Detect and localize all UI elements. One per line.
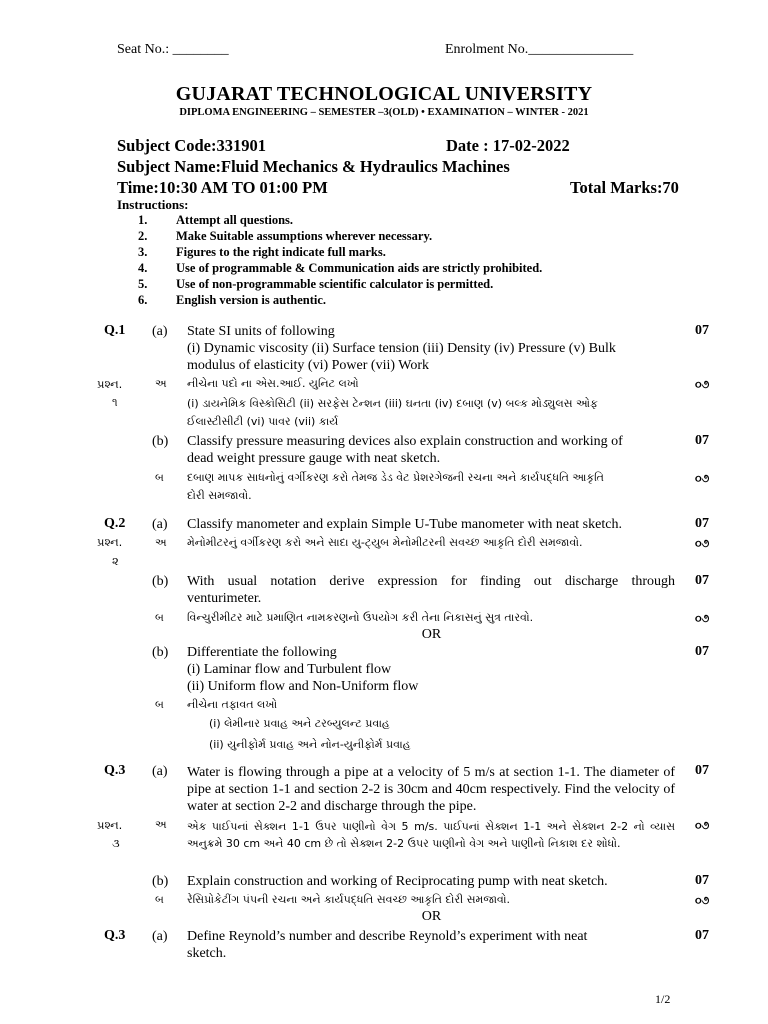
gujarati-question-number: પ્રશ્ન. [97,818,123,832]
question-number: Q.3 [104,928,126,943]
enrolment-number-field: Enrolment No._______________ [445,42,634,57]
question-text: With usual notation derive expression for finding out discharge through [187,574,675,589]
subpart-label: (b) [152,574,169,589]
gujarati-question-text: નીચેના તફાવત લખો [187,698,278,711]
gujarati-question-text: એક પાઈપનાં સેક્શન 1-1 ઉપર પાણીનો વેગ 5 m/s. પાઈપનાં સેક્શન 1-1 અને સેક્શન 2-2 નો વ્યાસ અનુક્રમે 30 cm અને 40 cm છે તો સેક્શન 2-2 ઉપર પાણીનો વેગ અને પાણીનો નિકાશ દર શોધો. [187,820,675,850]
instructions-title: Instructions: [117,197,189,212]
gujarati-question-number: ૩ [112,836,120,850]
subpart-label: (b) [152,434,169,449]
gujarati-marks-value: ૦૭ [695,894,710,907]
question-text: Water is flowing through a pipe at a velocity of 5 m/s at section 1-1. The diameter of pipe at section 1-1 and section 2-2 is 30cm and 40cm respectively. Find the velocity of water at section 2-2 and discharge through the pipe. [187,765,675,814]
question-text: State SI units of following [187,324,335,339]
gujarati-subpart-label: અ [155,377,167,390]
gujarati-marks-value: ૦૭ [695,612,710,625]
marks-value: 07 [695,644,709,659]
gujarati-question-text: નીચેના પદો ના એસ.આઈ. યુનિટ લખો [187,377,359,390]
or-separator: OR [421,909,442,924]
exam-time: Time:10:30 AM TO 01:00 PM [117,178,328,197]
question-text: Classify pressure measuring devices also explain construction and working of [187,434,623,449]
exam-date: Date : 17-02-2022 [446,136,570,155]
gujarati-question-text: (i) લેમીનાર પ્રવાહ અને ટરબ્યુલન્ટ પ્રવાહ [209,717,390,730]
gujarati-question-text: રેસિપ્રોકેટીંગ પંપની રચના અને કાર્યપદ્ધતિ સવચ્છ આકૃતિ દોરી સમજાવો. [187,893,511,906]
gujarati-question-text: દોરી સમજાવો. [187,489,252,502]
gujarati-question-number: ૧ [112,395,118,409]
marks-value: 07 [695,323,709,338]
gujarati-subpart-label: બ [155,471,164,484]
university-title: GUJARAT TECHNOLOGICAL UNIVERSITY [175,83,593,105]
gujarati-marks-value: ૦૭ [695,472,710,485]
subpart-label: (a) [152,764,168,779]
marks-value: 07 [695,763,709,778]
question-text: venturimeter. [187,591,262,606]
gujarati-subpart-label: બ [155,698,164,711]
gujarati-marks-value: ૦૭ [695,378,710,391]
or-separator: OR [421,627,442,642]
gujarati-marks-value: ૦૭ [695,537,710,550]
gujarati-question-number: પ્રશ્ન. [97,535,123,549]
subject-name: Subject Name:Fluid Mechanics & Hydraulics Machines [117,157,510,176]
gujarati-question-text: દબાણ માપક સાધનોનું વર્ગીકરણ કરો તેમજ ડેડ વેટ પ્રેશરગેજની રચના અને કાર્યપદ્ધતિ આકૃતિ [187,471,604,484]
page-number: 1/2 [655,992,671,1006]
question-number: Q.3 [104,763,126,778]
question-text: Classify manometer and explain Simple U-Tube manometer with neat sketch. [187,517,622,532]
question-number: Q.2 [104,516,126,531]
marks-value: 07 [695,873,709,888]
gujarati-question-number: પ્રશ્ન. [97,377,123,391]
seat-number-field: Seat No.: ________ [117,42,229,57]
question-text: (ii) Uniform flow and Non-Uniform flow [187,679,419,694]
question-text: (i) Dynamic viscosity (ii) Surface tension (iii) Density (iv) Pressure (v) Bulk [187,341,616,356]
question-text: modulus of elasticity (vi) Power (vii) Work [187,358,430,373]
subject-code: Subject Code:331901 [117,136,266,155]
gujarati-question-text: ઈલાસ્ટીસીટી (vi) પાવર (vii) કાર્ય [187,415,339,428]
gujarati-question-text: મેનોમીટરનું વર્ગીકરણ કરો અને સાદા યુ-ટ્યુબ મેનોમીટરની સવચ્છ આકૃતિ દોરી સમજાવો. [187,536,583,549]
total-marks: Total Marks:70 [570,178,679,197]
marks-value: 07 [695,516,709,531]
exam-subtitle: DIPLOMA ENGINEERING – SEMESTER –3(OLD) • EXAMINATION – WINTER - 2021 [179,107,589,118]
gujarati-marks-value: ૦૭ [695,819,710,832]
question-text: Explain construction and working of Reciprocating pump with neat sketch. [187,874,608,889]
subpart-label: (b) [152,874,169,889]
subpart-label: (a) [152,517,168,532]
question-text: Differentiate the following [187,645,337,660]
gujarati-question-text: (i) ડાયનેમિક વિસ્કોસિટી (ii) સરફેસ ટેન્શન (iii) ઘનતા (iv) દબાણ (v) બલ્ક મોડ્યુલસ ઓફ [187,397,598,410]
gujarati-subpart-label: અ [155,818,167,831]
subpart-label: (a) [152,324,168,339]
marks-value: 07 [695,573,709,588]
question-text: Define Reynold’s number and describe Reynold’s experiment with neat [187,929,588,944]
question-text: (i) Laminar flow and Turbulent flow [187,662,392,677]
subpart-label: (b) [152,645,169,660]
gujarati-subpart-label: અ [155,536,167,549]
marks-value: 07 [695,928,709,943]
marks-value: 07 [695,433,709,448]
question-text: sketch. [187,946,227,961]
question-number: Q.1 [104,323,126,338]
gujarati-question-text: (ii) યુનીફોર્મ પ્રવાહ અને નોન-યુનીફોર્મ પ્રવાહ [209,738,411,751]
gujarati-subpart-label: બ [155,893,164,906]
gujarati-question-text: વિન્ચુરીમીટર માટે પ્રમાણિત નામકરણનો ઉપયોગ કરી તેના નિકાસનું સુત્ર તારવો. [187,611,534,624]
gujarati-question-number: ૨ [112,554,119,568]
question-text: dead weight pressure gauge with neat sketch. [187,451,441,466]
gujarati-subpart-label: બ [155,611,164,624]
subpart-label: (a) [152,929,168,944]
